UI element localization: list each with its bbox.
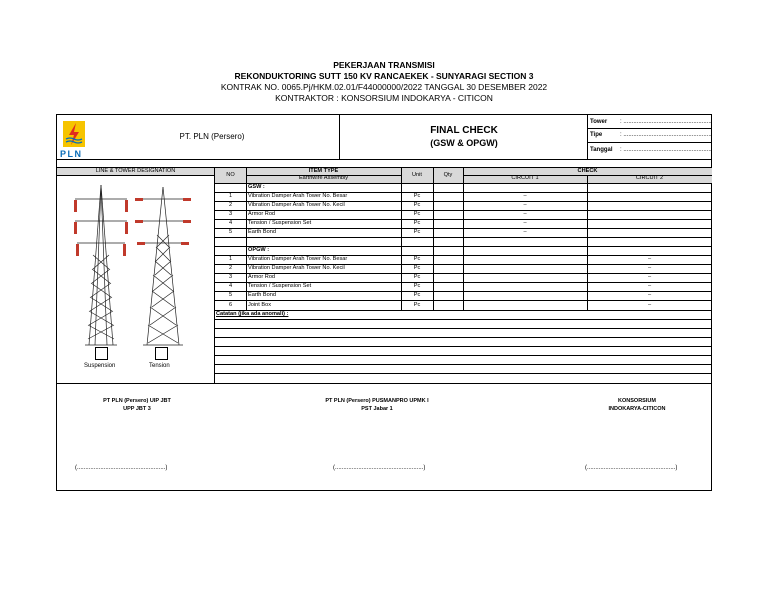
row-item: Tension / Suspension Set [248,220,312,226]
row-unit: Pc [413,229,421,235]
row-circuit2[interactable]: – [647,292,652,298]
row-unit: Pc [413,292,421,298]
signature-block-uip [77,397,197,413]
tower-drawings [67,185,207,355]
row-circuit1[interactable]: – [523,229,527,235]
opgw-section-label: OPGW : [248,247,270,253]
field-tower-value: : ..................................................... [620,119,712,125]
row-unit: Pc [413,220,421,226]
form-title: FINAL CHECK [430,125,498,136]
col-circuit1-header: CIRCUIT 1 [511,175,539,181]
row-circuit1[interactable]: – [523,220,527,226]
signature-block-pusmanpro [302,397,452,413]
field-tanggal[interactable] [590,147,712,153]
signature-konsorsium-line2: INDOKARYA-CITICON [608,406,666,412]
row-circuit1[interactable]: – [523,211,527,217]
row-circuit2[interactable]: – [647,283,652,289]
row-no: 5 [228,292,233,298]
row-unit: Pc [413,283,421,289]
gsw-section-label: GSW : [248,184,265,190]
col-unit-header: Unit [412,172,422,178]
row-circuit2[interactable]: – [647,256,652,262]
contract-number: KONTRAK NO. 0065.Pj/HKM.02.01/F44000000/2022 TANGGAL 30 DESEMBER 2022 [220,82,548,92]
form-subtitle: (GSW & OPGW) [430,138,498,148]
signature-uip-line2: UPP JBT 3 [123,406,151,412]
signature-pusmanpro-line1: PT PLN (Persero) PUSMANPRO UPMK I [325,398,429,404]
col-qty-header: Qty [443,172,453,178]
signature-uip-line1: PT PLN (Persero) UIP JBT [103,398,171,404]
row-item: Earth Bond [248,229,276,235]
field-tower-label: Tower [590,119,608,125]
row-no: 3 [228,274,233,280]
signature-line-pusmanpro[interactable]: (.....................................................) [333,465,426,471]
row-no: 6 [228,302,233,308]
row-item: Armor Rod [248,274,276,280]
row-no: 3 [228,211,233,217]
row-unit: Pc [413,193,421,199]
col-check-header: CHECK [577,168,598,174]
row-circuit1[interactable]: – [523,193,527,199]
row-circuit1[interactable]: – [523,202,527,208]
suspension-insulators-icon [74,200,128,256]
row-unit: Pc [413,302,421,308]
company-name: PT. PLN (Persero) [179,132,245,141]
row-item: Tension / Suspension Set [248,283,312,289]
row-unit: Pc [413,211,421,217]
signature-line-konsorsium[interactable]: (.....................................................) [585,465,678,471]
tension-tower-icon [137,187,189,345]
field-tanggal-label: Tanggal [590,147,613,153]
row-circuit2[interactable]: – [647,274,652,280]
tension-checkbox[interactable] [155,347,168,360]
col-circuit2-header: CIRCUIT 2 [635,175,664,181]
row-item: Vibration Damper Arah Tower No. Besar [248,256,348,262]
tension-insulators-icon [135,198,191,245]
pln-logo-text: PLN [60,149,83,159]
row-item: Earth Bond [248,292,276,298]
project-title: PEKERJAAN TRANSMISI [333,60,435,70]
row-no: 2 [228,265,233,271]
row-unit: Pc [413,202,421,208]
signature-block-konsorsium [577,397,697,413]
tension-label: Tension [149,363,170,369]
catatan-notes-area[interactable] [215,320,712,382]
row-circuit2[interactable]: – [647,302,652,308]
catatan-label: Catatan (jika ada anomali) : [216,311,289,317]
pln-logo-icon [63,121,85,147]
form-frame [56,114,712,491]
suspension-label: Suspension [84,363,116,369]
signature-line-uip[interactable]: (.....................................................) [75,465,168,471]
project-subtitle: REKONDUKTORING SUTT 150 KV RANCAEKEK - SUNYARAGI SECTION 3 [234,71,534,81]
field-tipe-value: : ..................................................... [620,132,712,138]
row-no: 4 [228,220,233,226]
row-item: Vibration Damper Arah Tower No. Kecil [248,265,345,271]
row-no: 4 [228,283,233,289]
suspension-tower-icon [75,185,127,345]
row-item: Vibration Damper Arah Tower No. Kecil [248,202,345,208]
row-no: 1 [228,193,233,199]
row-no: 5 [228,229,233,235]
suspension-checkbox[interactable] [95,347,108,360]
field-tower[interactable] [590,119,712,125]
signature-pusmanpro-line2: PST Jabar 1 [361,406,393,412]
row-unit: Pc [413,265,421,271]
row-unit: Pc [413,274,421,280]
field-tipe[interactable] [590,132,712,138]
signature-konsorsium-line1: KONSORSIUM [618,398,656,404]
row-unit: Pc [413,256,421,262]
field-tanggal-value: : ..................................................... [620,147,712,153]
row-item: Armor Rod [248,211,276,217]
row-no: 1 [228,256,233,262]
row-item: Joint Box [248,302,272,308]
row-item: Vibration Damper Arah Tower No. Besar [248,193,348,199]
row-circuit2[interactable]: – [647,265,652,271]
row-no: 2 [228,202,233,208]
field-tipe-label: Tipe [590,132,603,138]
col-item-type-header: ITEM TYPE [308,168,339,174]
col-no-header: NO [226,172,235,178]
col-item-sub-header: Earthwire Assembly [298,175,349,181]
contractor-name: KONTRAKTOR : KONSORSIUM INDOKARYA - CITICON [275,93,493,103]
line-tower-designation: LINE & TOWER DESIGNATION [95,168,176,174]
